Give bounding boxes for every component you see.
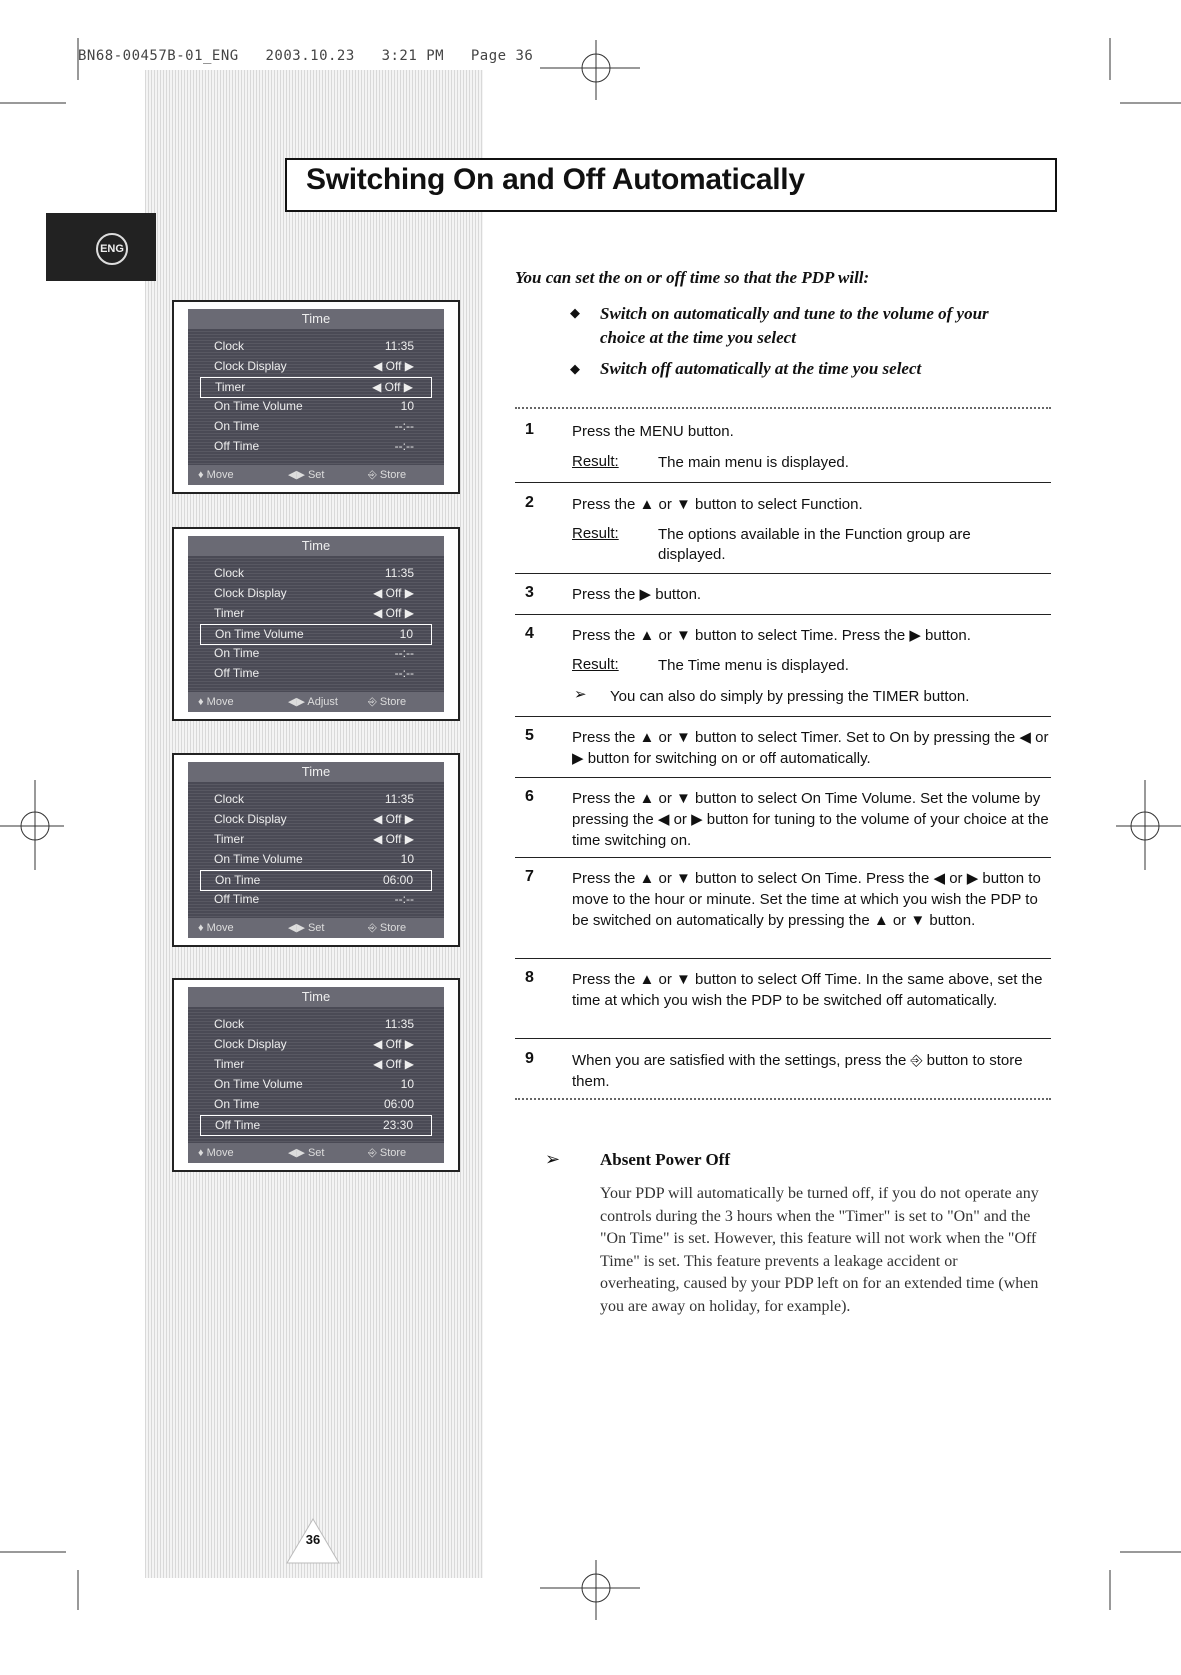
result-text: The main menu is displayed. <box>658 454 849 471</box>
osd-row-value: ◀ Off ▶ <box>373 1057 414 1071</box>
osd-row-value: 23:30 <box>382 1118 413 1132</box>
step-number: 1 <box>525 421 534 438</box>
language-badge: ENG <box>96 233 128 265</box>
step-number: 5 <box>525 727 534 744</box>
step-divider <box>515 573 1051 574</box>
osd-menu-row <box>200 357 432 376</box>
step-number: 4 <box>525 625 534 642</box>
osd-row-label: Clock <box>214 339 245 353</box>
osd-row-label: Off Time <box>214 892 260 906</box>
osd-menu-row <box>200 624 432 645</box>
osd-footer <box>188 692 444 712</box>
osd-row-label: Clock Display <box>214 586 287 600</box>
osd-title: Time <box>188 987 444 1007</box>
osd-footer-hint: ⎆ Store <box>368 922 407 934</box>
osd-menu-row <box>200 890 432 909</box>
osd-screenshot-1 <box>172 300 460 494</box>
osd-menu-row <box>200 1115 432 1136</box>
osd-row-label: Clock Display <box>214 1037 287 1051</box>
step-divider <box>515 857 1051 858</box>
osd-row-label: On Time Volume <box>214 1077 303 1091</box>
osd-screenshot-4 <box>172 978 460 1172</box>
osd-footer-hint: ◀▶ Set <box>288 469 325 481</box>
note-text: You can also do simply by pressing the TIMER button. <box>610 688 970 705</box>
step-text: Press the ▲ or ▼ button to select Timer. Set to On by pressing the ◀ or ▶ button for switching on or off automatically. <box>572 729 1049 767</box>
step-divider <box>515 716 1051 717</box>
osd-footer <box>188 1143 444 1163</box>
osd-row-label: Off Time <box>214 666 260 680</box>
step-text: Press the ▲ or ▼ button to select On Time. Press the ◀ or ▶ button to move to the hour or minute. Set the time at which you wish the PDP to be switched on automatically by pressing the ▲ or ▼ button. <box>572 870 1041 929</box>
osd-row-label: On Time <box>214 646 260 660</box>
osd-row-value: ◀ Off ▶ <box>372 380 413 394</box>
osd-screen <box>188 762 444 938</box>
osd-row-label: Clock <box>214 566 245 580</box>
osd-footer <box>188 465 444 485</box>
step-number: 3 <box>525 584 534 601</box>
osd-menu-row <box>200 1095 432 1114</box>
osd-row-value: --:-- <box>394 892 414 906</box>
diamond-bullet-icon: ◆ <box>570 305 580 320</box>
osd-screen <box>188 987 444 1163</box>
dotted-divider <box>515 407 1051 409</box>
osd-row-label: Timer <box>214 606 245 620</box>
osd-row-label: On Time <box>214 419 260 433</box>
osd-footer-hint: ♦ Move <box>198 922 234 934</box>
step-number: 9 <box>525 1050 534 1067</box>
intro-text: You can set the on or off time so that the PDP will: <box>515 268 870 287</box>
osd-menu-row <box>200 644 432 663</box>
dotted-divider <box>515 1098 1051 1100</box>
step-text: Press the ▲ or ▼ button to select Time. Press the ▶ button. <box>572 627 971 644</box>
osd-row-label: Timer <box>215 380 246 394</box>
osd-footer <box>188 918 444 938</box>
osd-title: Time <box>188 762 444 782</box>
step-text: Press the ▲ or ▼ button to select On Time Volume. Set the volume by pressing the ◀ or ▶ button for tuning to the volume of your choice at the time switching on. <box>572 790 1049 849</box>
osd-row-label: Clock Display <box>214 812 287 826</box>
osd-menu-row <box>200 417 432 436</box>
osd-row-label: Clock <box>214 1017 245 1031</box>
osd-menu-row <box>200 437 432 456</box>
osd-title: Time <box>188 536 444 556</box>
osd-menu-row <box>200 397 432 416</box>
osd-menu-row <box>200 584 432 603</box>
osd-footer-hint: ♦ Move <box>198 469 234 481</box>
result-label: Result: <box>572 453 619 470</box>
osd-menu-row <box>200 377 432 398</box>
result-label: Result: <box>572 656 619 673</box>
osd-row-label: Timer <box>214 832 245 846</box>
osd-row-value: 10 <box>399 627 413 641</box>
step-number: 8 <box>525 969 534 986</box>
osd-menu-row <box>200 1075 432 1094</box>
osd-menu-row <box>200 564 432 583</box>
step-number: 2 <box>525 494 534 511</box>
step-divider <box>515 482 1051 483</box>
step-divider <box>515 614 1051 615</box>
step-divider <box>515 1038 1051 1039</box>
osd-title: Time <box>188 309 444 329</box>
step-divider <box>515 777 1051 778</box>
absent-power-off-title: Absent Power Off <box>600 1150 730 1169</box>
note-arrow-icon: ➢ <box>545 1149 561 1169</box>
osd-menu-row <box>200 870 432 891</box>
note-arrow-icon: ➢ <box>574 686 587 703</box>
step-text: Press the ▲ or ▼ button to select Function. <box>572 496 863 513</box>
osd-menu-row <box>200 1015 432 1034</box>
osd-row-label: On Time <box>214 1097 260 1111</box>
osd-row-value: ◀ Off ▶ <box>373 606 414 620</box>
osd-row-value: ◀ Off ▶ <box>373 586 414 600</box>
step-text: Press the MENU button. <box>572 423 734 440</box>
osd-row-label: On Time Volume <box>215 627 304 641</box>
step-text: Press the ▶ button. <box>572 586 702 603</box>
osd-menu-row <box>200 790 432 809</box>
page-title: Switching On and Off Automatically <box>306 163 805 196</box>
osd-screenshot-3 <box>172 753 460 947</box>
osd-row-label: Clock <box>214 792 245 806</box>
osd-menu-row <box>200 810 432 829</box>
osd-row-value: 10 <box>400 852 414 866</box>
osd-menu-row <box>200 1055 432 1074</box>
step-text: When you are satisfied with the settings, press the ⎆ button to store them. <box>572 1052 1023 1090</box>
osd-row-value: 10 <box>400 399 414 413</box>
osd-row-value: --:-- <box>394 439 414 453</box>
osd-row-label: Off Time <box>214 439 260 453</box>
osd-row-label: On Time <box>215 873 261 887</box>
osd-footer-hint: ⎆ Store <box>368 469 407 481</box>
step-number: 6 <box>525 788 534 805</box>
osd-footer-hint: ⎆ Store <box>368 696 407 708</box>
osd-screenshot-2 <box>172 527 460 721</box>
osd-footer-hint: ◀▶ Adjust <box>288 696 338 708</box>
bullet-1: Switch on automatically and tune to the volume of your choice at the time you select <box>600 304 989 347</box>
osd-row-value: --:-- <box>394 419 414 433</box>
osd-row-value: --:-- <box>394 666 414 680</box>
osd-footer-hint: ♦ Move <box>198 1147 234 1159</box>
osd-screen <box>188 536 444 712</box>
print-header: BN68-00457B-01_ENG 2003.10.23 3:21 PM Page 36 <box>78 48 534 64</box>
osd-menu-row <box>200 1035 432 1054</box>
osd-footer-hint: ◀▶ Set <box>288 922 325 934</box>
osd-row-label: Timer <box>214 1057 245 1071</box>
osd-row-value: ◀ Off ▶ <box>373 812 414 826</box>
page-number: 36 <box>305 1532 321 1547</box>
osd-screen <box>188 309 444 485</box>
absent-power-off-body: Your PDP will automatically be turned off, if you do not operate any controls during the 3 hours when the "Timer" is set to "On" and the "On Time" is set. However, this feature will not work when the "Off Time" is set. This feature prevents a leakage accident or overheating, caused by your PDP left on for an extended time (when you are away on holiday, for example). <box>600 1185 1039 1315</box>
step-text: Press the ▲ or ▼ button to select Off Time. In the same above, set the time at which you wish the PDP to be switched off automatically. <box>572 971 1043 1009</box>
osd-row-value: --:-- <box>394 646 414 660</box>
osd-row-value: 06:00 <box>382 873 413 887</box>
step-number: 7 <box>525 868 534 885</box>
osd-footer-hint: ♦ Move <box>198 696 234 708</box>
diamond-bullet-icon: ◆ <box>570 361 580 376</box>
osd-row-value: 11:35 <box>384 339 414 353</box>
result-label: Result: <box>572 525 619 542</box>
osd-row-value: 11:35 <box>384 792 414 806</box>
osd-menu-row <box>200 664 432 683</box>
step-divider <box>515 958 1051 959</box>
osd-row-value: 11:35 <box>384 1017 414 1031</box>
osd-row-value: ◀ Off ▶ <box>373 1037 414 1051</box>
osd-footer-hint: ⎆ Store <box>368 1147 407 1159</box>
osd-menu-row <box>200 830 432 849</box>
osd-menu-row <box>200 850 432 869</box>
osd-menu-row <box>200 604 432 623</box>
bullet-2: Switch off automatically at the time you select <box>600 359 922 378</box>
osd-row-value: 11:35 <box>384 566 414 580</box>
osd-row-label: Off Time <box>215 1118 261 1132</box>
result-text: The options available in the Function group are displayed. <box>658 526 971 563</box>
osd-menu-row <box>200 337 432 356</box>
osd-row-value: 06:00 <box>383 1097 414 1111</box>
osd-row-label: On Time Volume <box>214 399 303 413</box>
osd-footer-hint: ◀▶ Set <box>288 1147 325 1159</box>
osd-row-label: Clock Display <box>214 359 287 373</box>
osd-row-label: On Time Volume <box>214 852 303 866</box>
osd-row-value: ◀ Off ▶ <box>373 832 414 846</box>
osd-row-value: 10 <box>400 1077 414 1091</box>
osd-row-value: ◀ Off ▶ <box>373 359 414 373</box>
result-text: The Time menu is displayed. <box>658 657 849 674</box>
